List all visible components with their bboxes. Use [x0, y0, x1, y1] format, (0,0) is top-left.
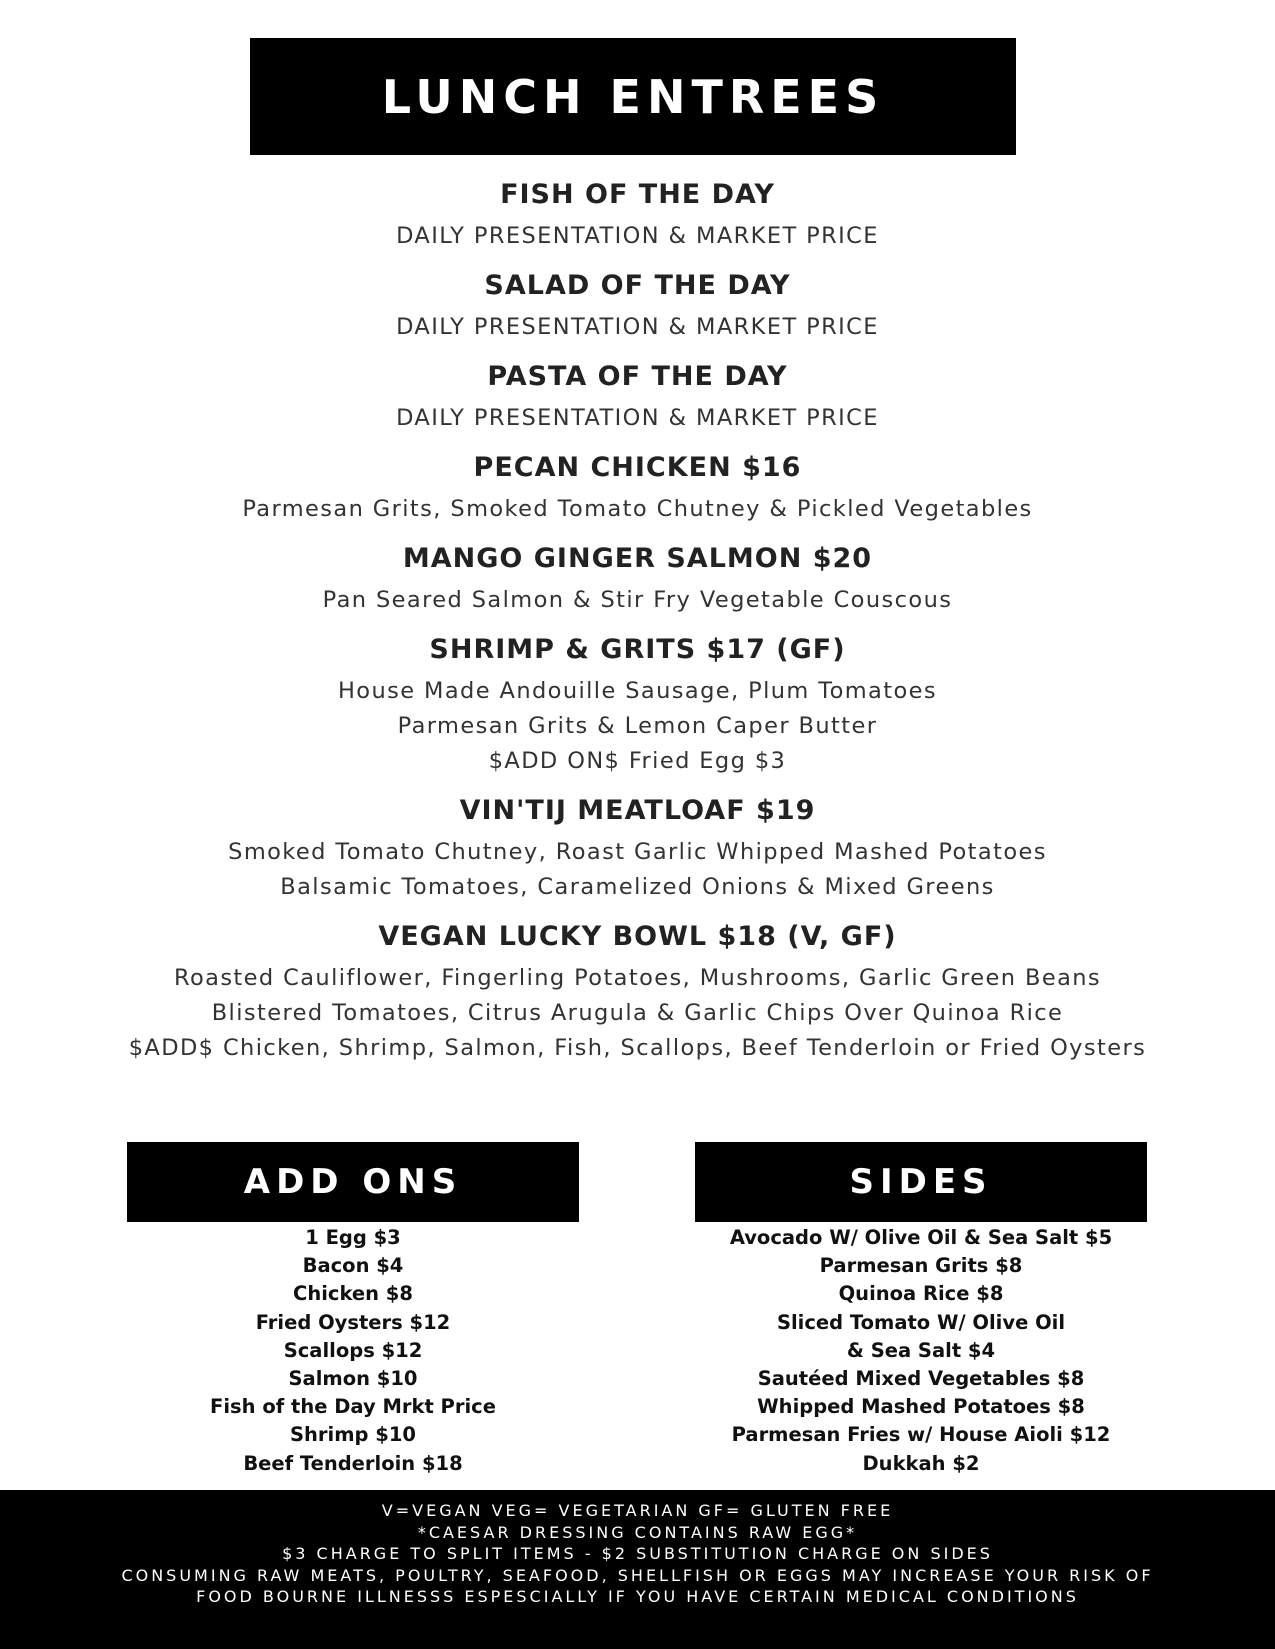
entree-desc: Roasted Cauliflower, Fingerling Potatoes, Mushrooms, Garlic Green Beans — [173, 965, 1102, 991]
entree-desc: Smoked Tomato Chutney, Roast Garlic Whipped Mashed Potatoes — [228, 839, 1047, 865]
entree-item — [0, 917, 1275, 1066]
entree-item — [0, 357, 1275, 436]
list-item: Sautéed Mixed Vegetables $8 — [757, 1367, 1085, 1391]
entree-name: VEGAN LUCKY BOWL $18 (V, GF) — [378, 921, 897, 952]
list-item: Whipped Mashed Potatoes $8 — [757, 1395, 1085, 1419]
entree-name: VIN'TIJ MEATLOAF $19 — [459, 795, 816, 826]
sides-title: SIDES — [849, 1162, 993, 1202]
list-item: Parmesan Grits $8 — [819, 1254, 1023, 1278]
list-item: Bacon $4 — [302, 1254, 404, 1278]
entree-desc: $ADD ON$ Fried Egg $3 — [488, 748, 787, 774]
list-item: Beef Tenderloin $18 — [243, 1451, 463, 1475]
footer-line: FOOD BOURNE ILLNESSS ESPESCIALLY IF YOU HAVE CERTAIN MEDICAL CONDITIONS — [196, 1587, 1079, 1606]
entree-name: PASTA OF THE DAY — [487, 361, 788, 392]
sides-banner — [695, 1142, 1147, 1222]
entree-desc: DAILY PRESENTATION & MARKET PRICE — [396, 223, 879, 249]
entree-desc: Pan Seared Salmon & Stir Fry Vegetable Couscous — [322, 587, 953, 613]
entree-desc: DAILY PRESENTATION & MARKET PRICE — [396, 405, 879, 431]
entree-desc: $ADD$ Chicken, Shrimp, Salmon, Fish, Scallops, Beef Tenderloin or Fried Oysters — [128, 1035, 1147, 1061]
entree-name: SHRIMP & GRITS $17 (GF) — [429, 634, 846, 665]
list-item: Chicken $8 — [293, 1282, 413, 1306]
list-item: Scallops $12 — [283, 1338, 423, 1362]
entree-name: MANGO GINGER SALMON $20 — [402, 543, 873, 574]
list-item: Salmon $10 — [288, 1367, 418, 1391]
page-title: LUNCH ENTREES — [381, 69, 885, 124]
list-item: Dukkah $2 — [862, 1451, 980, 1475]
footer-notes — [0, 1490, 1275, 1649]
entree-item — [0, 175, 1275, 254]
page-title-banner — [250, 38, 1016, 155]
list-item: Quinoa Rice $8 — [838, 1282, 1004, 1306]
entree-item — [0, 266, 1275, 345]
list-item: Fish of the Day Mrkt Price — [210, 1395, 496, 1419]
addons-list — [127, 1224, 579, 1478]
entree-desc: Blistered Tomatoes, Citrus Arugula & Garlic Chips Over Quinoa Rice — [211, 1000, 1064, 1026]
entree-desc: Balsamic Tomatoes, Caramelized Onions & Mixed Greens — [280, 874, 995, 900]
entree-item — [0, 539, 1275, 618]
entree-desc: Parmesan Grits, Smoked Tomato Chutney & Pickled Vegetables — [242, 496, 1033, 522]
entree-item — [0, 791, 1275, 905]
footer-line: V=VEGAN VEG= VEGETARIAN GF= GLUTEN FREE — [381, 1501, 894, 1520]
footer-line: *CAESAR DRESSING CONTAINS RAW EGG* — [417, 1522, 858, 1542]
entree-desc: House Made Andouille Sausage, Plum Tomatoes — [337, 678, 937, 704]
list-item: Fried Oysters $12 — [255, 1310, 451, 1334]
list-item: Sliced Tomato W/ Olive Oil — [776, 1310, 1066, 1334]
entree-desc: DAILY PRESENTATION & MARKET PRICE — [396, 314, 879, 340]
entree-name: PECAN CHICKEN $16 — [473, 452, 802, 483]
entree-name: FISH OF THE DAY — [500, 179, 775, 210]
list-item: & Sea Salt $4 — [846, 1338, 996, 1362]
addons-banner — [127, 1142, 579, 1222]
entree-item — [0, 630, 1275, 779]
entree-item — [0, 448, 1275, 527]
entrees-list — [0, 175, 1275, 1078]
list-item: Shrimp $10 — [290, 1423, 416, 1447]
list-item: 1 Egg $3 — [305, 1226, 401, 1249]
sides-list — [695, 1224, 1147, 1478]
list-item: Avocado W/ Olive Oil & Sea Salt $5 — [729, 1226, 1113, 1249]
footer-line: CONSUMING RAW MEATS, POULTRY, SEAFOOD, SHELLFISH OR EGGS MAY INCREASE YOUR RISK OF — [121, 1565, 1154, 1585]
entree-name: SALAD OF THE DAY — [484, 270, 791, 301]
addons-title: ADD ONS — [243, 1162, 463, 1202]
list-item: Parmesan Fries w/ House Aioli $12 — [731, 1423, 1111, 1447]
entree-desc: Parmesan Grits & Lemon Caper Butter — [397, 713, 878, 739]
footer-line: $3 CHARGE TO SPLIT ITEMS - $2 SUBSTITUTION CHARGE ON SIDES — [282, 1544, 993, 1563]
